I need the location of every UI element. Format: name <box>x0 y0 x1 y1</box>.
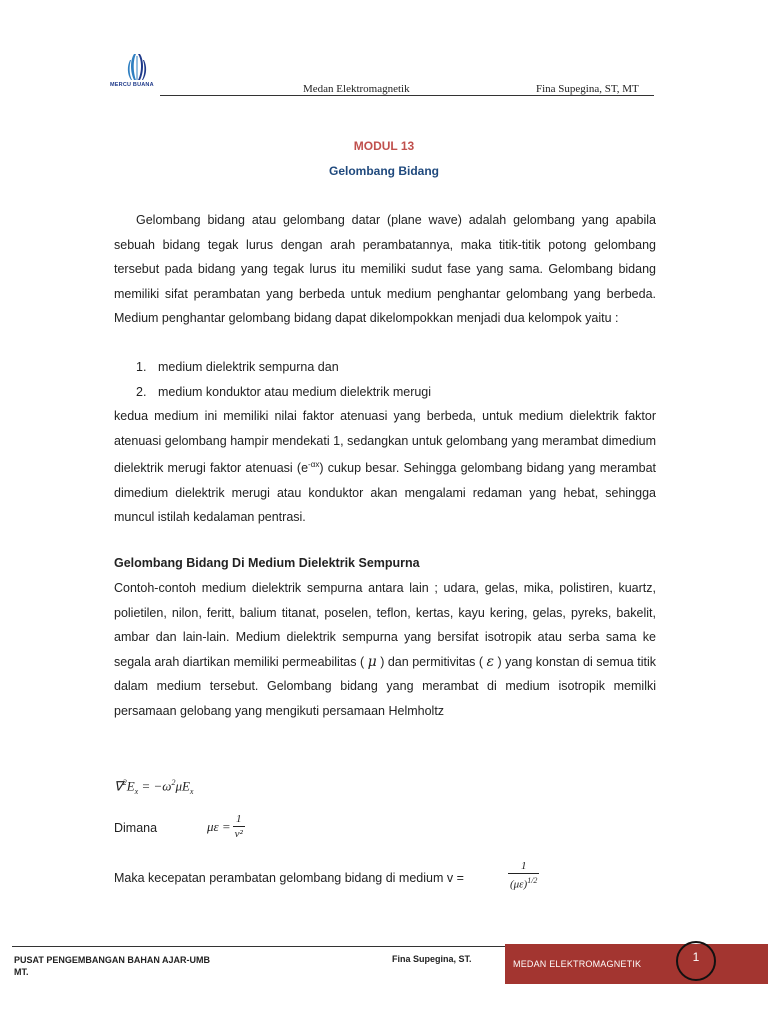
dielectric-paragraph <box>114 576 656 723</box>
eq-term: E <box>126 778 135 794</box>
fraction <box>233 812 245 841</box>
list-item <box>136 355 656 380</box>
helmholtz-equation <box>114 778 193 796</box>
eq-term: = −ω <box>138 778 172 794</box>
velocity-sentence: Maka kecepatan perambatan gelombang bidang di medium v = <box>114 871 464 885</box>
attenuation-exponent: -αx <box>308 460 320 469</box>
list-text: medium konduktor atau medium dielektrik merugi <box>158 384 432 399</box>
eq-subscript: x <box>134 786 139 796</box>
attenuation-paragraph <box>114 404 656 530</box>
footer-publisher-line: PUSAT PENGEMBANGAN BAHAN AJAR-UMB <box>14 955 211 965</box>
footer-course: MEDAN ELEKTROMAGNETIK <box>513 959 642 969</box>
fraction <box>508 859 539 892</box>
dielectric-text-b: ) dan permitivitas ( <box>380 654 484 669</box>
fraction-numerator: 1 <box>236 813 242 825</box>
eq-exponent: 2 <box>122 778 127 787</box>
list-text: medium dielektrik sempurna dan <box>158 360 339 374</box>
footer-publisher <box>14 954 210 978</box>
footer-author: Fina Supegina, ST. <box>392 954 472 964</box>
fraction-denominator <box>508 873 539 892</box>
eq-exponent: 2 <box>171 778 176 787</box>
eq-subscript: x <box>189 786 194 796</box>
logo-text: MERCU BUANA <box>110 82 154 88</box>
medium-list <box>136 355 656 404</box>
fraction-numerator: 1 <box>520 860 527 872</box>
list-item <box>136 380 656 405</box>
denominator-base: (με) <box>510 878 528 891</box>
page-number: 1 <box>692 950 700 964</box>
footer-publisher-line: MT. <box>14 967 29 977</box>
dielectric-text-c: ) yang konstan di semua titik dalam medium tersebut. Gelombang bidang yang merambat di medium isotropik memilki persamaan gelobang yang mengikuti persamaan Helmholtz <box>114 654 656 718</box>
intro-paragraph: Gelombang bidang atau gelombang datar (plane wave) adalah gelombang yang apabila sebuah bidang tegak lurus dengan arah perambatannya, maka titik-titik potong gelombang tersebut pada bidang yang tegak lurus itu memiliki sudut fase yang sama. Gelombang bidang memiliki sifat perambatan yang berbeda untuk medium penghantar gelombang yang berbeda. Medium penghantar gelombang bidang dapat dikelompokkan menjadi dua kelompok yaitu : <box>114 213 656 325</box>
header-course: Medan Elektromagnetik <box>303 83 410 95</box>
dimana-label: Dimana <box>114 821 158 835</box>
mu-eps-equation <box>207 812 245 841</box>
epsilon-symbol: ε <box>486 653 495 670</box>
list-number: 2. <box>136 384 147 399</box>
attenuation-text-a: kedua medium ini memiliki nilai faktor atenuasi yang berbeda, untuk medium dielektrik faktor atenuasi gelombang hampir mendekati 1, sedangkan untuk gelombang yang merambat dimedium dielektrik merugi faktor atenuasi (e <box>114 409 656 476</box>
section-heading: Gelombang Bidang Di Medium Dielektrik Sempurna <box>114 556 420 570</box>
eq-term: μE <box>175 778 190 794</box>
eq-lhs: με = <box>207 818 231 834</box>
module-title: MODUL 13 <box>353 139 415 153</box>
attenuation-text-b: ) cukup besar. Sehingga gelombang bidang yang merambat dimedium dielektrik merugi atau konduktor akan mengalami redaman yang hebat, sehingga muncul istilah kedalaman pentrasi. <box>114 461 656 525</box>
nabla-symbol: ∇ <box>114 778 123 794</box>
denominator-exponent: 1/2 <box>527 876 538 885</box>
dielectric-text-a: Contoh-contoh medium dielektrik sempurna antara lain ; udara, gelas, mika, polistiren, kuartz, polietilen, nilon, feritt, balium titanat, poselen, teflon, kertas, kayu kering, gelas, pyreks, bakelit, ambar dan lain-lain. Medium dielektrik sempurna yang bersifat isotropik atau serba sama ke segala arah diartikan memiliki permeabilitas ( <box>114 581 656 669</box>
mu-symbol: μ <box>367 653 377 670</box>
header-author: Fina Supegina, ST, MT <box>536 83 639 95</box>
velocity-equation <box>508 858 539 892</box>
footer-divider <box>12 946 505 947</box>
header-divider <box>160 95 654 96</box>
list-number: 1. <box>136 360 147 374</box>
module-subtitle: Gelombang Bidang <box>328 164 439 178</box>
fraction-denominator: v² <box>234 828 243 840</box>
